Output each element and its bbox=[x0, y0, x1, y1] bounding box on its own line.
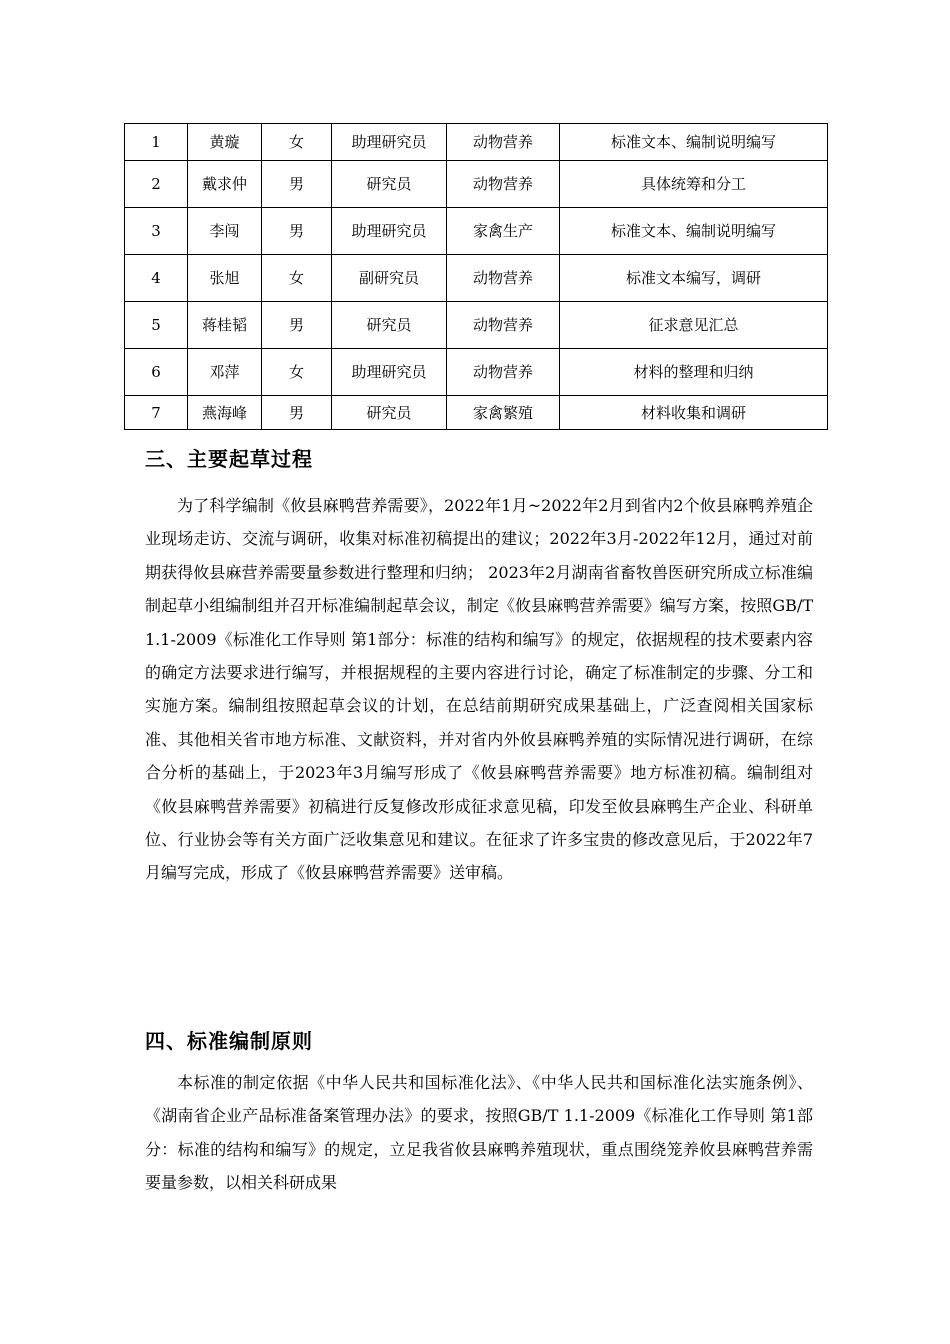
member-name: 张旭 bbox=[188, 255, 262, 302]
table-row bbox=[125, 255, 828, 302]
section-heading-drafting-process: 三、主要起草过程 bbox=[145, 447, 313, 471]
table-row bbox=[125, 161, 828, 208]
member-specialty: 家禽繁殖 bbox=[447, 396, 560, 430]
row-number: 3 bbox=[125, 208, 188, 255]
member-duty: 标准文本编写，调研 bbox=[560, 255, 828, 302]
member-duty: 材料收集和调研 bbox=[560, 396, 828, 430]
member-title: 研究员 bbox=[332, 161, 447, 208]
member-name: 蒋桂韬 bbox=[188, 302, 262, 349]
member-duty: 标准文本、编制说明编写 bbox=[560, 124, 828, 161]
compilation-principles-paragraph: 本标准的制定依据《中华人民共和国标准化法》、《中华人民共和国标准化法实施条例》、《湖南省企业产品标准备案管理办法》的要求，按照GB/T 1.1-2009《标准化工作导则 第1部分：标准的结构和编写》的规定，立足我省攸县麻鸭养殖现状，重点围绕笼养攸县麻鸭营养需要量参数，以相关科研成果 bbox=[145, 1073, 813, 1193]
member-duty: 征求意见汇总 bbox=[560, 302, 828, 349]
member-name: 燕海峰 bbox=[188, 396, 262, 430]
row-number: 1 bbox=[125, 124, 188, 161]
member-title: 研究员 bbox=[332, 396, 447, 430]
member-title: 助理研究员 bbox=[332, 208, 447, 255]
member-gender: 女 bbox=[262, 349, 332, 396]
table-row bbox=[125, 396, 828, 430]
member-title: 研究员 bbox=[332, 302, 447, 349]
member-duty: 标准文本、编制说明编写 bbox=[560, 208, 828, 255]
member-specialty: 动物营养 bbox=[447, 255, 560, 302]
drafting-process-paragraph: 为了科学编制《攸县麻鸭营养需要》，2022年1月~2022年2月到省内2个攸县麻鸭养殖企业现场走访、交流与调研，收集对标准初稿提出的建议；2022年3月-2022年12月，通过对前期获得攸县麻营养需要量参数进行整理和归纳； 2023年2月湖南省畜牧兽医研究所成立标准编制起草小组编制组并召开标准编制起草会议，制定《攸县麻鸭营养需要》编写方案，按照GB/T 1.1-2009《标准化工作导则 第1部分：标准的结构和编写》的规定，依据规程的技术要素内容的确定方法要求进行编写，并根据规程的主要内容进行讨论，确定了标准制定的步骤、分工和实施方案。编制组按照起草会议的计划，在总结前期研究成果基础上，广泛查阅相关国家标准、其他相关省市地方标准、文献资料，并对省内外攸县麻鸭养殖的实际情况进行调研，在综合分析的基础上，于2023年3月编写形成了《攸县麻鸭营养需要》地方标准初稿。编制组对《攸县麻鸭营养需要》初稿进行反复修改形成征求意见稿，印发至攸县麻鸭生产企业、科研单位、行业协会等有关方面广泛收集意见和建议。在征求了许多宝贵的修改意见后，于2022年7月编写完成，形成了《攸县麻鸭营养需要》送审稿。 bbox=[145, 496, 813, 883]
member-name: 邓萍 bbox=[188, 349, 262, 396]
member-title: 助理研究员 bbox=[332, 349, 447, 396]
row-number: 4 bbox=[125, 255, 188, 302]
member-specialty: 动物营养 bbox=[447, 124, 560, 161]
member-title: 助理研究员 bbox=[332, 124, 447, 161]
row-number: 6 bbox=[125, 349, 188, 396]
table-row bbox=[125, 124, 828, 161]
member-gender: 男 bbox=[262, 396, 332, 430]
table-row bbox=[125, 302, 828, 349]
member-specialty: 动物营养 bbox=[447, 302, 560, 349]
member-name: 戴求仲 bbox=[188, 161, 262, 208]
member-specialty: 动物营养 bbox=[447, 161, 560, 208]
row-number: 2 bbox=[125, 161, 188, 208]
member-duty: 材料的整理和归纳 bbox=[560, 349, 828, 396]
member-title: 副研究员 bbox=[332, 255, 447, 302]
member-gender: 女 bbox=[262, 255, 332, 302]
table-row bbox=[125, 208, 828, 255]
member-name: 黄璇 bbox=[188, 124, 262, 161]
table-row bbox=[125, 349, 828, 396]
member-specialty: 家禽生产 bbox=[447, 208, 560, 255]
member-gender: 男 bbox=[262, 302, 332, 349]
member-duty: 具体统筹和分工 bbox=[560, 161, 828, 208]
member-specialty: 动物营养 bbox=[447, 349, 560, 396]
member-gender: 男 bbox=[262, 161, 332, 208]
member-gender: 男 bbox=[262, 208, 332, 255]
drafting-staff-table bbox=[124, 123, 828, 430]
member-name: 李闯 bbox=[188, 208, 262, 255]
row-number: 7 bbox=[125, 396, 188, 430]
member-gender: 女 bbox=[262, 124, 332, 161]
row-number: 5 bbox=[125, 302, 188, 349]
section-heading-compilation-principles: 四、标准编制原则 bbox=[145, 1029, 313, 1053]
